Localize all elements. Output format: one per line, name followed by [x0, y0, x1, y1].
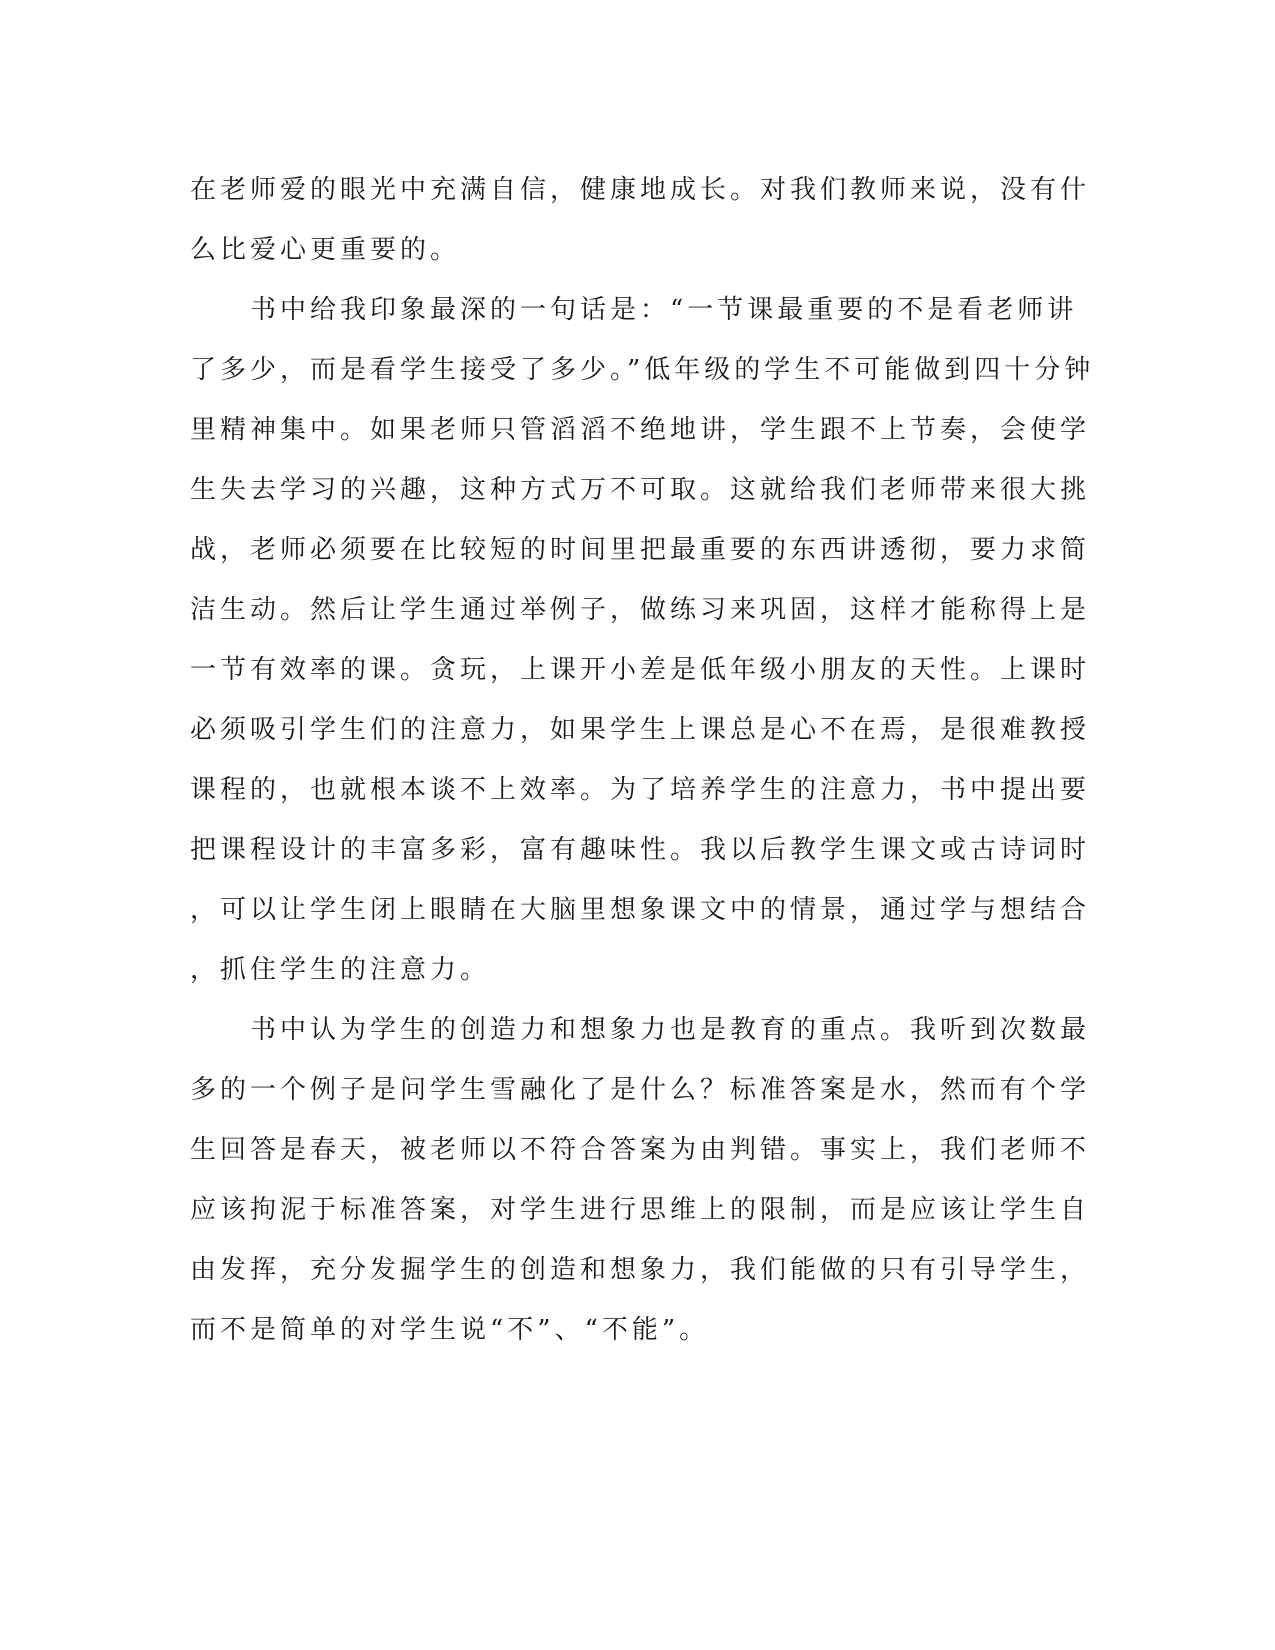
- text-line: 里精神集中。如果老师只管滔滔不绝地讲，学生跟不上节奏，会使学: [190, 415, 1091, 445]
- text-line: 么比爱心更重要的。: [190, 235, 461, 265]
- text-line: 书中给我印象最深的一句话是：“一节课最重要的不是看老师讲: [190, 295, 1078, 325]
- text-line: 而不是简单的对学生说“不”、“不能”。: [190, 1315, 710, 1345]
- body-text: [190, 160, 1095, 1360]
- text-line: 洁生动。然后让学生通过举例子，做练习来巩固，这样才能称得上是: [190, 595, 1091, 625]
- text-line: 生回答是春天，被老师以不符合答案为由判错。事实上，我们老师不: [190, 1135, 1091, 1165]
- text-line: 把课程设计的丰富多彩，富有趣味性。我以后教学生课文或古诗词时: [190, 835, 1091, 865]
- text-line: 应该拘泥于标准答案，对学生进行思维上的限制，而是应该让学生自: [190, 1195, 1091, 1225]
- text-line: ，抓住学生的注意力。: [190, 955, 491, 985]
- text-line: 生失去学习的兴趣，这种方式万不可取。这就给我们老师带来很大挑: [190, 475, 1091, 505]
- text-line: 书中认为学生的创造力和想象力也是教育的重点。我听到次数最: [190, 1015, 1091, 1045]
- text-line: 一节有效率的课。贪玩，上课开小差是低年级小朋友的天性。上课时: [190, 655, 1091, 685]
- text-line: 在老师爱的眼光中充满自信，健康地成长。对我们教师来说，没有什: [190, 175, 1091, 205]
- text-line: 了多少，而是看学生接受了多少。”低年级的学生不可能做到四十分钟: [190, 355, 1095, 385]
- text-line: 战，老师必须要在比较短的时间里把最重要的东西讲透彻，要力求简: [190, 535, 1091, 565]
- text-line: 由发挥，充分发掘学生的创造和想象力，我们能做的只有引导学生，: [190, 1255, 1091, 1285]
- text-line: ，可以让学生闭上眼睛在大脑里想象课文中的情景，通过学与想结合: [190, 895, 1091, 925]
- text-line: 必须吸引学生们的注意力，如果学生上课总是心不在焉，是很难教授: [190, 715, 1091, 745]
- text-line: 多的一个例子是问学生雪融化了是什么？标准答案是水，然而有个学: [190, 1075, 1091, 1105]
- text-line: 课程的，也就根本谈不上效率。为了培养学生的注意力，书中提出要: [190, 775, 1091, 805]
